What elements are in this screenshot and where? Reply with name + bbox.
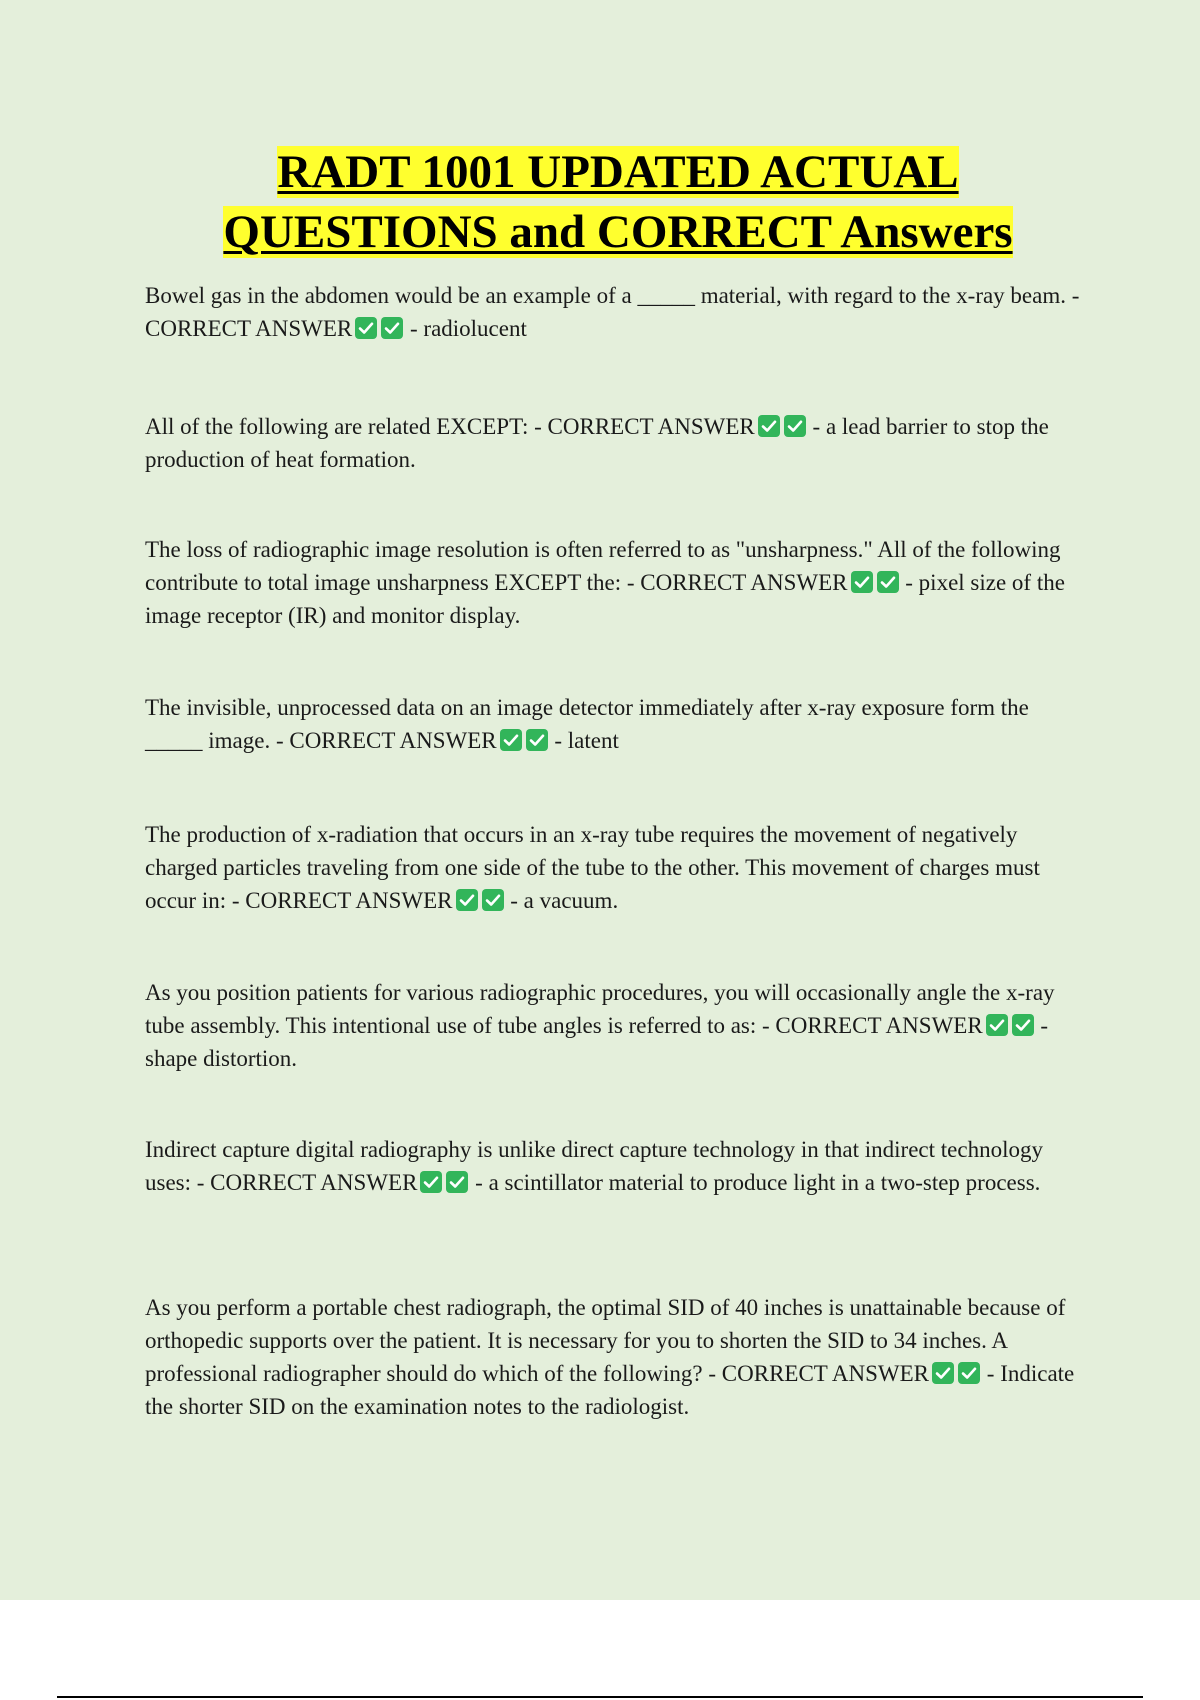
qa-item-4 bbox=[145, 691, 1085, 757]
qa-item-2 bbox=[145, 410, 1085, 476]
qa-item-3 bbox=[145, 533, 1085, 632]
question-text: As you perform a portable chest radiograph, the optimal SID of 40 inches is unattainable because of orthopedic supports over the patient. It is necessary for you to shorten the SID to 34 inches. A professional radiographer should do which of the following? - CORRECT ANSWER bbox=[145, 1295, 1066, 1386]
check-mark-icon bbox=[1012, 1014, 1034, 1036]
check-mark-icon bbox=[851, 571, 873, 593]
question-text: The loss of radiographic image resolution is often referred to as "unsharpness." All of the following contribute to total image unsharpness EXCEPT the: - CORRECT ANSWER bbox=[145, 537, 1061, 595]
document-title bbox=[0, 142, 1200, 262]
footer-divider bbox=[57, 1696, 1143, 1698]
question-text: The invisible, unprocessed data on an image detector immediately after x-ray exposure form the _____ image. - CORRECT ANSWER bbox=[145, 695, 1029, 753]
answer-text: - radiolucent bbox=[404, 316, 527, 341]
title-line-2: QUESTIONS and CORRECT Answers bbox=[223, 206, 1013, 258]
check-mark-icon bbox=[500, 729, 522, 751]
question-text: As you position patients for various radiographic procedures, you will occasionally angle the x-ray tube assembly. This intentional use of tube angles is referred to as: - CORRECT ANSWER bbox=[145, 980, 1055, 1038]
qa-item-6 bbox=[145, 976, 1085, 1075]
answer-text: - Indicate the shorter SID on the examination notes to the radiologist. bbox=[145, 1361, 1075, 1419]
title-line-1: RADT 1001 UPDATED ACTUAL bbox=[277, 146, 959, 198]
check-mark-icon bbox=[758, 415, 780, 437]
check-mark-icon bbox=[986, 1014, 1008, 1036]
answer-text: - pixel size of the image receptor (IR) and monitor display. bbox=[145, 570, 1065, 628]
check-mark-icon bbox=[420, 1171, 442, 1193]
check-mark-icon bbox=[877, 571, 899, 593]
question-text: All of the following are related EXCEPT: - CORRECT ANSWER bbox=[145, 414, 755, 439]
check-mark-icon bbox=[482, 889, 504, 911]
qa-item-8 bbox=[145, 1291, 1085, 1423]
check-mark-icon bbox=[784, 415, 806, 437]
check-mark-icon bbox=[446, 1171, 468, 1193]
qa-item-1 bbox=[145, 279, 1085, 345]
check-mark-icon bbox=[526, 729, 548, 751]
question-text: Indirect capture digital radiography is unlike direct capture technology in that indirect technology uses: - CORRECT ANSWER bbox=[145, 1137, 1043, 1195]
answer-text: - a lead barrier to stop the production of heat formation. bbox=[145, 414, 1049, 472]
check-mark-icon bbox=[381, 317, 403, 339]
check-mark-icon bbox=[932, 1362, 954, 1384]
check-mark-icon bbox=[456, 889, 478, 911]
qa-item-7 bbox=[145, 1133, 1085, 1199]
check-mark-icon bbox=[958, 1362, 980, 1384]
answer-text: - a vacuum. bbox=[504, 888, 619, 913]
question-text: Bowel gas in the abdomen would be an example of a _____ material, with regard to the x-ray beam. - CORRECT ANSWER bbox=[145, 283, 1080, 341]
question-text: The production of x-radiation that occurs in an x-ray tube requires the movement of negatively charged particles traveling from one side of the tube to the other. This movement of charges must occur in: - CORRECT ANSWER bbox=[145, 822, 1040, 913]
check-mark-icon bbox=[355, 317, 377, 339]
answer-text: - a scintillator material to produce light in a two-step process. bbox=[469, 1170, 1041, 1195]
answer-text: - shape distortion. bbox=[145, 1013, 1049, 1071]
qa-item-5 bbox=[145, 818, 1085, 917]
answer-text: - latent bbox=[548, 728, 619, 753]
